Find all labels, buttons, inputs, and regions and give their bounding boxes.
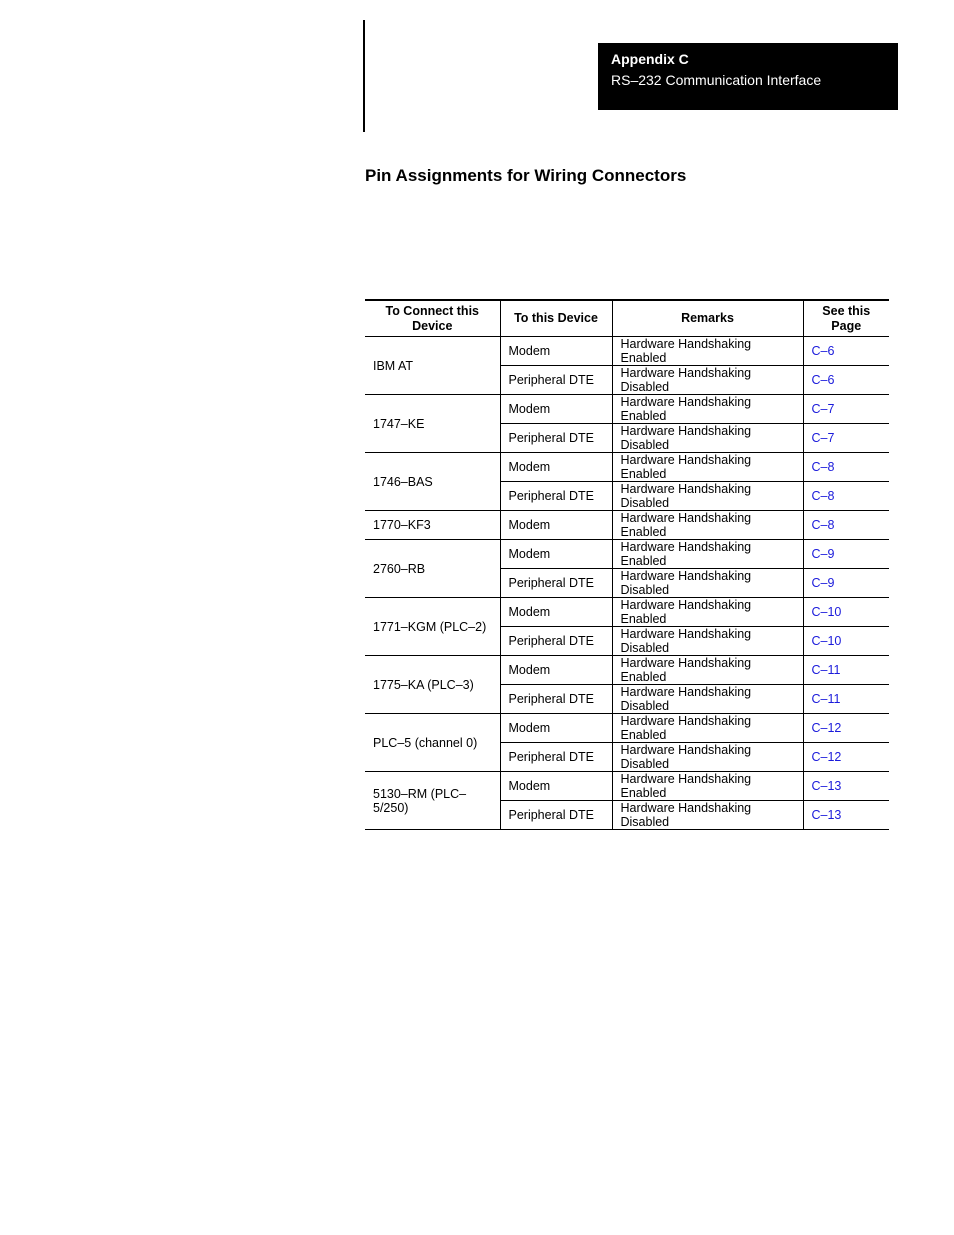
page-link[interactable]: C–8 <box>803 453 889 482</box>
page-link[interactable]: C–7 <box>803 395 889 424</box>
connect-device-cell: 1771–KGM (PLC–2) <box>365 598 500 656</box>
connect-device-cell: 1770–KF3 <box>365 511 500 540</box>
connect-device-cell: 1747–KE <box>365 395 500 453</box>
remarks-cell: Hardware Handshaking Enabled <box>612 714 803 743</box>
connect-device-cell: 2760–RB <box>365 540 500 598</box>
remarks-cell: Hardware Handshaking Disabled <box>612 424 803 453</box>
column-header-connect-device: To Connect this Device <box>365 300 500 337</box>
to-device-cell: Modem <box>500 511 612 540</box>
to-device-cell: Peripheral DTE <box>500 424 612 453</box>
to-device-cell: Modem <box>500 395 612 424</box>
to-device-cell: Peripheral DTE <box>500 569 612 598</box>
page-link[interactable]: C–13 <box>803 772 889 801</box>
page-link[interactable]: C–11 <box>803 656 889 685</box>
to-device-cell: Modem <box>500 772 612 801</box>
remarks-cell: Hardware Handshaking Disabled <box>612 801 803 830</box>
table-header-row <box>365 300 889 337</box>
to-device-cell: Peripheral DTE <box>500 685 612 714</box>
appendix-subtitle: RS–232 Communication Interface <box>611 72 822 88</box>
remarks-cell: Hardware Handshaking Disabled <box>612 685 803 714</box>
table-row <box>365 714 889 743</box>
to-device-cell: Modem <box>500 453 612 482</box>
page-link[interactable]: C–10 <box>803 627 889 656</box>
column-header-see-page: See this Page <box>803 300 889 337</box>
connect-device-cell: 1746–BAS <box>365 453 500 511</box>
remarks-cell: Hardware Handshaking Disabled <box>612 569 803 598</box>
remarks-cell: Hardware Handshaking Disabled <box>612 743 803 772</box>
remarks-cell: Hardware Handshaking Enabled <box>612 337 803 366</box>
to-device-cell: Modem <box>500 540 612 569</box>
table-row <box>365 453 889 482</box>
column-header-remarks: Remarks <box>612 300 803 337</box>
remarks-cell: Hardware Handshaking Enabled <box>612 453 803 482</box>
to-device-cell: Modem <box>500 714 612 743</box>
connect-device-cell: 1775–KA (PLC–3) <box>365 656 500 714</box>
table-row <box>365 540 889 569</box>
column-header-to-device: To this Device <box>500 300 612 337</box>
table-row <box>365 511 889 540</box>
to-device-cell: Modem <box>500 656 612 685</box>
chapter-header <box>598 43 898 110</box>
page-link[interactable]: C–13 <box>803 801 889 830</box>
pin-assignment-table <box>365 299 889 830</box>
remarks-cell: Hardware Handshaking Enabled <box>612 598 803 627</box>
table-body <box>365 337 889 830</box>
table-row <box>365 772 889 801</box>
appendix-label: Appendix C <box>611 51 689 67</box>
remarks-cell: Hardware Handshaking Disabled <box>612 482 803 511</box>
to-device-cell: Peripheral DTE <box>500 627 612 656</box>
page-link[interactable]: C–11 <box>803 685 889 714</box>
to-device-cell: Peripheral DTE <box>500 366 612 395</box>
page-link[interactable]: C–6 <box>803 366 889 395</box>
to-device-cell: Modem <box>500 337 612 366</box>
connect-device-cell: PLC–5 (channel 0) <box>365 714 500 772</box>
section-title: Pin Assignments for Wiring Connectors <box>365 166 687 185</box>
to-device-cell: Peripheral DTE <box>500 801 612 830</box>
page-link[interactable]: C–8 <box>803 482 889 511</box>
table-row <box>365 656 889 685</box>
table-row <box>365 337 889 366</box>
page-link[interactable]: C–12 <box>803 714 889 743</box>
connect-device-cell: IBM AT <box>365 337 500 395</box>
to-device-cell: Modem <box>500 598 612 627</box>
page-link[interactable]: C–10 <box>803 598 889 627</box>
remarks-cell: Hardware Handshaking Enabled <box>612 395 803 424</box>
remarks-cell: Hardware Handshaking Disabled <box>612 366 803 395</box>
page-link[interactable]: C–9 <box>803 569 889 598</box>
remarks-cell: Hardware Handshaking Enabled <box>612 540 803 569</box>
connect-device-cell: 5130–RM (PLC–5/250) <box>365 772 500 830</box>
to-device-cell: Peripheral DTE <box>500 743 612 772</box>
page-link[interactable]: C–9 <box>803 540 889 569</box>
remarks-cell: Hardware Handshaking Disabled <box>612 627 803 656</box>
page-link[interactable]: C–8 <box>803 511 889 540</box>
table-row <box>365 598 889 627</box>
to-device-cell: Peripheral DTE <box>500 482 612 511</box>
remarks-cell: Hardware Handshaking Enabled <box>612 656 803 685</box>
page-link[interactable]: C–6 <box>803 337 889 366</box>
margin-rule <box>363 20 365 132</box>
page-link[interactable]: C–12 <box>803 743 889 772</box>
table-row <box>365 395 889 424</box>
remarks-cell: Hardware Handshaking Enabled <box>612 511 803 540</box>
remarks-cell: Hardware Handshaking Enabled <box>612 772 803 801</box>
page-link[interactable]: C–7 <box>803 424 889 453</box>
